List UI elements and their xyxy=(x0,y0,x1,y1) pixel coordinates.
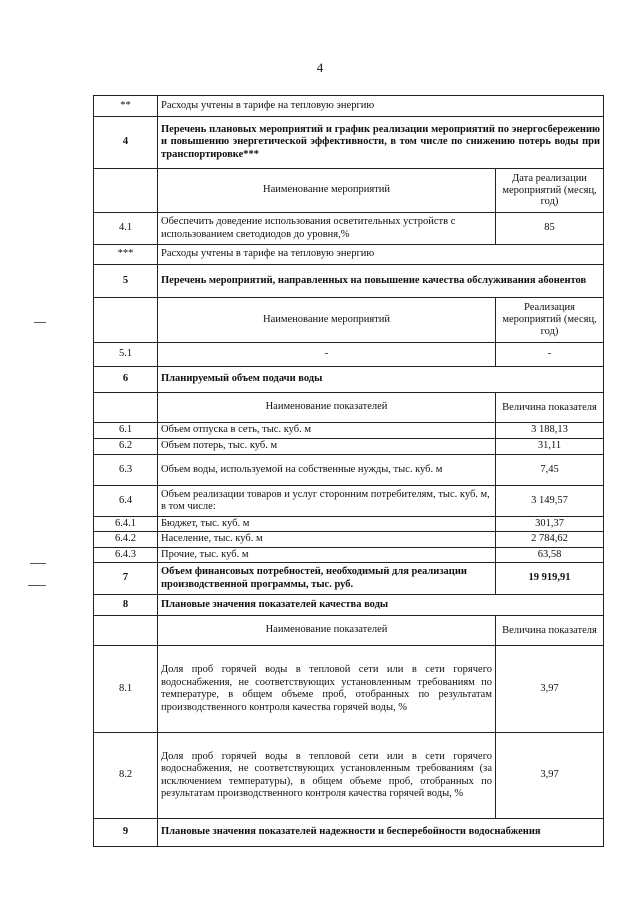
row-text: Население, тыс. куб. м xyxy=(158,532,496,547)
row-number: *** xyxy=(94,245,158,265)
table-row xyxy=(94,486,604,517)
row-number: 4.1 xyxy=(94,213,158,245)
row-value: 2 784,62 xyxy=(496,532,604,547)
empty-cell xyxy=(94,169,158,213)
row-value: 3 149,57 xyxy=(496,486,604,517)
row-number: 6.1 xyxy=(94,423,158,439)
column-header-value: Величина показателя xyxy=(496,616,604,646)
row-text: Объем финансовых потребностей, необходимый для реализации производственной программы, тыс. руб. xyxy=(158,563,496,595)
row-number: 8.2 xyxy=(94,733,158,819)
row-number: 5.1 xyxy=(94,343,158,367)
row-text: Объем реализации товаров и услуг сторонним потребителям, тыс. куб. м, в том числе: xyxy=(158,486,496,517)
table-row xyxy=(94,532,604,547)
section-title: Перечень мероприятий, направленных на повышение качества обслуживания абонентов xyxy=(158,265,604,298)
table-row xyxy=(94,343,604,367)
table-row xyxy=(94,245,604,265)
section-header-row xyxy=(94,117,604,169)
row-number: 6.4 xyxy=(94,486,158,517)
program-table xyxy=(93,95,604,847)
row-number: 8.1 xyxy=(94,646,158,733)
table-row xyxy=(94,96,604,117)
section-number: 5 xyxy=(94,265,158,298)
column-header-name: Наименование показателей xyxy=(158,393,496,423)
margin-mark xyxy=(30,563,46,564)
row-value: 63,58 xyxy=(496,547,604,562)
section-header-row xyxy=(94,265,604,298)
column-header-value: Дата реализации мероприятий (месяц, год) xyxy=(496,169,604,213)
row-number: 7 xyxy=(94,563,158,595)
row-text: Объем воды, используемой на собственные нужды, тыс. куб. м xyxy=(158,455,496,486)
column-header-row xyxy=(94,169,604,213)
section-header-row xyxy=(94,595,604,616)
column-header-name: Наименование мероприятий xyxy=(158,298,496,343)
column-header-row xyxy=(94,298,604,343)
row-number: 6.3 xyxy=(94,455,158,486)
row-value: 31,11 xyxy=(496,439,604,455)
column-header-name: Наименование показателей xyxy=(158,616,496,646)
section-number: 9 xyxy=(94,819,158,847)
column-header-value: Величина показателя xyxy=(496,393,604,423)
row-number: ** xyxy=(94,96,158,117)
section-header-row xyxy=(94,367,604,393)
empty-cell xyxy=(94,298,158,343)
column-header-value: Реализация мероприятий (месяц, год) xyxy=(496,298,604,343)
table-row xyxy=(94,439,604,455)
row-text: Объем потерь, тыс. куб. м xyxy=(158,439,496,455)
table-row xyxy=(94,563,604,595)
section-number: 6 xyxy=(94,367,158,393)
table-row xyxy=(94,455,604,486)
row-value: 85 xyxy=(496,213,604,245)
table-row xyxy=(94,547,604,562)
row-text: Расходы учтены в тарифе на тепловую энергию xyxy=(158,245,604,265)
table-row xyxy=(94,423,604,439)
table-row xyxy=(94,213,604,245)
section-header-row xyxy=(94,819,604,847)
page-number: 4 xyxy=(316,60,324,75)
empty-cell xyxy=(94,616,158,646)
column-header-name: Наименование мероприятий xyxy=(158,169,496,213)
section-number: 4 xyxy=(94,117,158,169)
row-value: 3 188,13 xyxy=(496,423,604,439)
row-text: Доля проб горячей воды в тепловой сети или в сети горячего водоснабжения, не соответствующих установленным требованиям по температуре, в общем объеме проб, отобранных по результатам производственного контроля качества горячей воды, % xyxy=(158,646,496,733)
row-text: - xyxy=(158,343,496,367)
table-row xyxy=(94,733,604,819)
row-value: 301,37 xyxy=(496,517,604,532)
section-title: Перечень плановых мероприятий и график реализации мероприятий по энергосбережению и повышению энергетической эффективности, в том числе по снижению потерь воды при транспортировке*** xyxy=(158,117,604,169)
margin-mark xyxy=(34,322,46,323)
row-text: Объем отпуска в сеть, тыс. куб. м xyxy=(158,423,496,439)
column-header-row xyxy=(94,393,604,423)
section-title: Плановые значения показателей качества воды xyxy=(158,595,604,616)
row-value: 7,45 xyxy=(496,455,604,486)
row-text: Доля проб горячей воды в тепловой сети или в сети горячего водоснабжения, не соответствующих установленным требованиям (за исключением температуры), в общем объеме проб, отобранных по результатам производственного контроля качества горячей воды, % xyxy=(158,733,496,819)
section-title: Планируемый объем подачи воды xyxy=(158,367,604,393)
empty-cell xyxy=(94,393,158,423)
section-title: Плановые значения показателей надежности и бесперебойности водоснабжения xyxy=(158,819,604,847)
row-number: 6.4.1 xyxy=(94,517,158,532)
table-row xyxy=(94,646,604,733)
margin-mark xyxy=(28,585,46,586)
row-value: 3,97 xyxy=(496,646,604,733)
row-number: 6.4.3 xyxy=(94,547,158,562)
column-header-row xyxy=(94,616,604,646)
table-row xyxy=(94,517,604,532)
row-text: Обеспечить доведение использования осветительных устройств с использованием светодиодов до уровня,% xyxy=(158,213,496,245)
row-number: 6.4.2 xyxy=(94,532,158,547)
section-number: 8 xyxy=(94,595,158,616)
row-text: Расходы учтены в тарифе на тепловую энергию xyxy=(158,96,604,117)
row-number: 6.2 xyxy=(94,439,158,455)
row-value: - xyxy=(496,343,604,367)
row-value: 19 919,91 xyxy=(496,563,604,595)
row-value: 3,97 xyxy=(496,733,604,819)
row-text: Прочие, тыс. куб. м xyxy=(158,547,496,562)
row-text: Бюджет, тыс. куб. м xyxy=(158,517,496,532)
